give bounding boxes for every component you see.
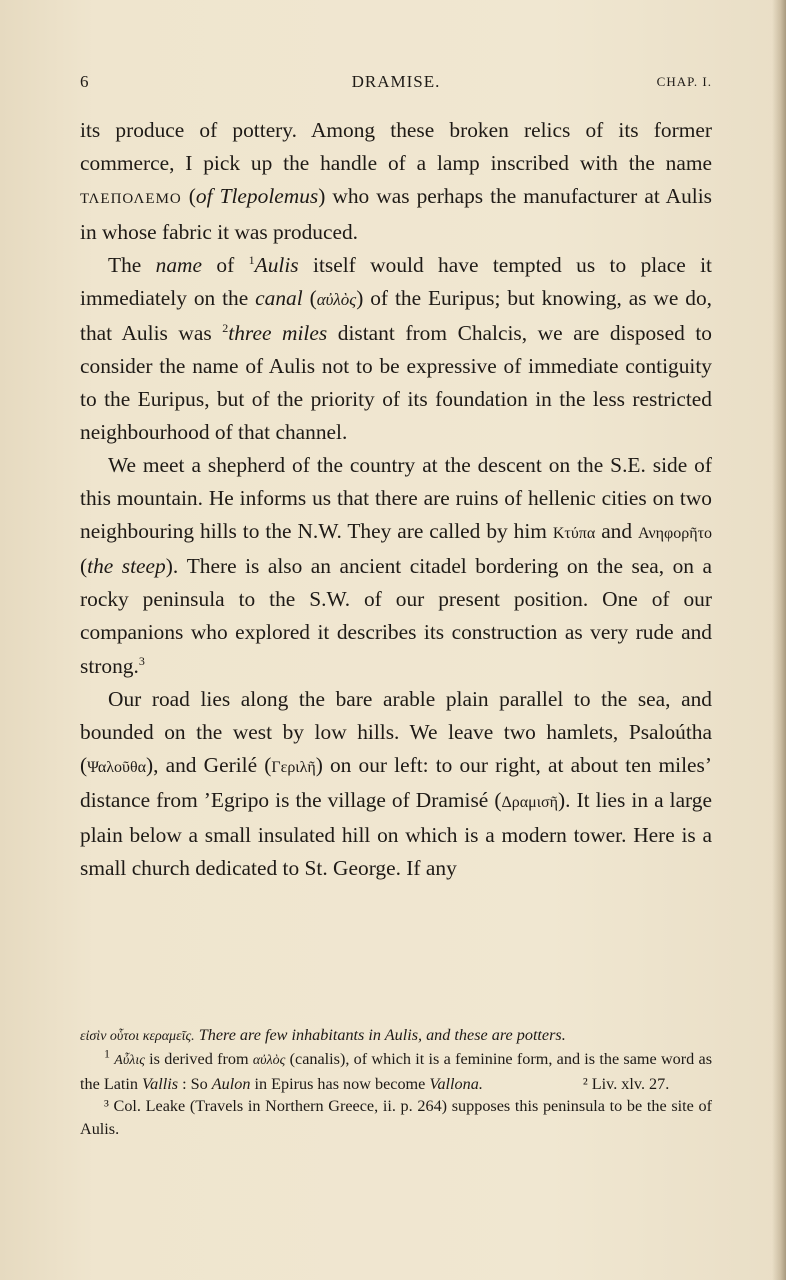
emphasis: canal <box>255 286 303 311</box>
text-run: of <box>202 253 249 278</box>
main-text <box>80 114 712 885</box>
text-run: The <box>108 253 156 278</box>
greek-word: Ψαλοῦθα <box>87 758 147 776</box>
paragraph-3 <box>80 449 712 683</box>
footnote-3: ³ Col. Leake (Travels in Northern Greece, ii. p. 264) supposes this peninsula to be the site of Aulis. <box>80 1097 712 1138</box>
inscription-translation: of Tlepolemus <box>195 184 319 209</box>
emphasis: Vallona. <box>429 1074 483 1093</box>
greek-word: Γεριλῆ <box>271 758 316 776</box>
footnote-ref-3: 3 <box>138 653 145 668</box>
text-run: ) on our left: to our right, at about ten miles’ distance from ’Egripo is the village of Dramisé ( <box>80 752 712 812</box>
greek-word: Δραμισῆ <box>501 793 558 811</box>
greek-word: Κτύπα <box>552 525 596 543</box>
chapter-label: CHAP. I. <box>656 74 712 89</box>
footnote-text: : So <box>178 1074 212 1093</box>
running-title: DRAMISE. <box>351 72 441 91</box>
emphasis: Aulis <box>254 253 299 278</box>
footnote-ref-1: 1 <box>248 253 255 268</box>
footnote-2: ² Liv. xlv. 27. <box>582 1074 670 1093</box>
footnote-mark: 1 <box>104 1047 110 1062</box>
text-run: and <box>595 519 639 544</box>
text-run: distant from Chalcis, we are disposed to consider the name of Aulis not to be expressive of immediate contiguity to the Euripus, but of the priority of its foundation in the less restricted neighbourhood of that channel. <box>80 320 712 444</box>
running-header <box>80 72 712 102</box>
text-run: ( <box>80 554 88 579</box>
text-run: ). It lies in a large plain below a small insulated hill on which is a modern tower. Here is a small church dedicated to St. George. If any <box>80 787 712 881</box>
greek-word: αὐλὸς <box>316 290 357 310</box>
emphasis: the steep <box>87 554 166 579</box>
greek-word: Ανηφορῆτο <box>638 525 712 543</box>
emphasis: Aulon <box>211 1074 251 1093</box>
text-run: Our road lies along the bare arable plain parallel to the sea, and bounded on the west by low hills. We leave two hamlets, Psaloútha ( <box>80 686 712 777</box>
footnote-text: in Epirus has now become <box>250 1074 430 1093</box>
emphasis: name <box>155 253 202 278</box>
text-run: ( <box>181 184 196 209</box>
paragraph-1 <box>80 114 712 249</box>
footnote-text: (canalis), of which it is a feminine form, and is the same word as the Latin <box>80 1050 712 1093</box>
text-run: We meet a shepherd of the country at the descent on the S.E. side of this mountain. He informs us that there are ruins of hellenic cities on two neighbouring hills to the N.W. They are called by him <box>80 452 712 544</box>
text-run: ). There is also an ancient citadel bordering on the sea, on a rocky peninsula to the S.W. of our present position. One of our companions who explored it describes its construction as very rude and strong. <box>80 554 712 678</box>
footnote-continuation <box>80 1024 712 1048</box>
emphasis: Vallis <box>142 1074 179 1093</box>
footnotes <box>80 1024 712 1140</box>
page-edge-shadow <box>772 0 786 1280</box>
text-run: itself would have tempted us to place it immediately on the <box>80 253 712 311</box>
footnote-1 <box>80 1048 712 1095</box>
text-run: ( <box>302 286 317 311</box>
text-run: ) who was perhaps the manufacturer at Aulis in whose fabric it was produced. <box>80 184 712 245</box>
lamp-inscription: ΤΛΕΠΟΛΕΜΟ <box>80 191 182 208</box>
text-run: ) of the Euripus; but knowing, as we do, that Aulis was <box>80 286 712 345</box>
greek-word: αὐλὸς <box>252 1053 286 1069</box>
paragraph-4 <box>80 683 712 886</box>
text-run: ), and Gerilé ( <box>146 752 272 777</box>
page-number: 6 <box>80 72 89 91</box>
footnote-ref-2: 2 <box>222 320 229 335</box>
footnote-text: There are few inhabitants in Aulis, and these are potters. <box>194 1026 566 1044</box>
greek-word: Αὖλις <box>114 1053 145 1069</box>
footnote-text: is derived from <box>144 1050 253 1069</box>
emphasis: three miles <box>228 320 328 345</box>
text-run: its produce of pottery. Among these broken relics of its former commerce, I pick up the handle of a lamp inscribed with the name <box>80 118 712 176</box>
paragraph-2 <box>80 249 712 449</box>
greek-phrase: εἰσὶν οὗτοι κεραμεῖς. <box>80 1029 195 1044</box>
